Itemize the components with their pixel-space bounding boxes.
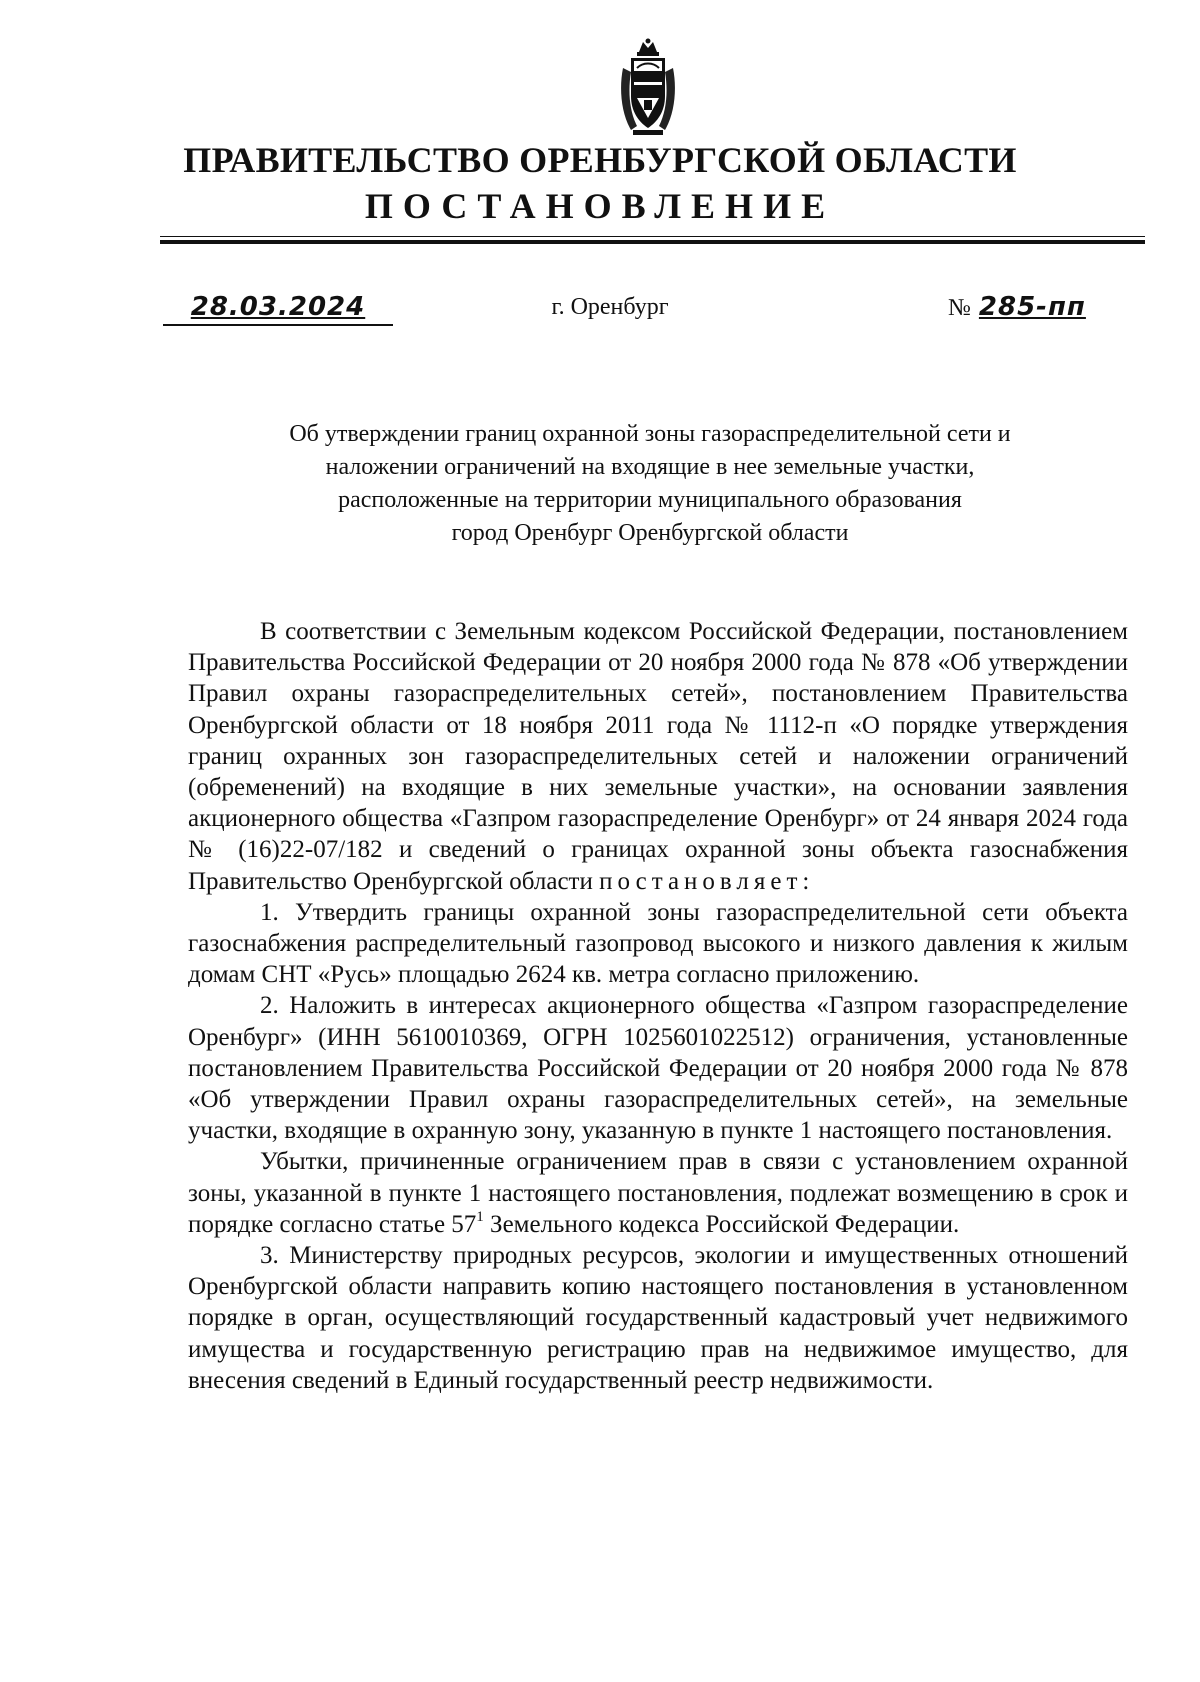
subject-line: наложении ограничений на входящие в нее земельные участки, — [325, 454, 975, 480]
document-body — [188, 616, 1128, 1396]
preamble-paragraph — [188, 616, 1128, 897]
article-superscript: 1 — [476, 1208, 484, 1225]
subject-line: город Оренбург Оренбургской области — [451, 520, 849, 546]
losses-text: Убытки, причиненные ограничением прав в связи с установлением охранной зоны, указанной в пункте 1 настоящего постановления, подлежат возмещению в срок и порядке согласно статье 57 — [188, 1148, 1128, 1238]
document-date: 28.03.2024 — [190, 292, 366, 322]
number-sign: № — [948, 295, 971, 321]
document-type-title: ПОСТАНОВЛЕНИЕ — [364, 186, 836, 226]
document-number-field — [948, 290, 1148, 324]
document-city: г. Оренбург — [551, 294, 669, 320]
issuer-text: Правительство Оренбургской области — [188, 867, 593, 895]
document-subject — [185, 418, 1115, 550]
org-title: ПРАВИТЕЛЬСТВО ОРЕНБУРГСКОЙ ОБЛАСТИ — [183, 140, 1017, 180]
header-divider-thin — [160, 236, 1145, 237]
decree-word: постановляет: — [599, 867, 815, 895]
item-2-paragraph: 2. Наложить в интересах акционерного общества «Газпром газораспределение Оренбург» (ИНН 5610010369, ОГРН 1025601022512) ограничения, установленные постановлением Правительства Российской Федерации от 20 ноября 2000 года № 878 «Об утверждении Правил охраны газораспределительных сетей», на земельные участки, входящие в охранную зону, указанную в пункте 1 настоящего постановления. — [188, 992, 1128, 1145]
preamble-text: В соответствии с Земельным кодексом Российской Федерации, постановлением Правительства Российской Федерации от 20 ноября 2000 года № 878 «Об утверждении Правил охраны газораспределительных сетей», постановлением Правительства Оренбургской области от 18 ноября 2011 года № 1112-п «О порядке утверждения границ охранных зон газораспределительных сетей и наложении ограничений (обременений) на входящие в них земельные участки», на основании заявления акционерного общества «Газпром газораспределение Оренбург» от 24 января 2024 года № (16)22-07/182 и сведений о границах охранной зоны объекта газоснабжения — [188, 618, 1128, 864]
subject-line: расположенные на территории муниципального образования — [338, 487, 962, 513]
item-1-paragraph: 1. Утвердить границы охранной зоны газораспределительной сети объекта газоснабжения распределительный газопровод высокого и низкого давления к жилым домам СНТ «Русь» площадью 2624 кв. метра согласно приложению. — [188, 898, 1128, 989]
subject-line: Об утверждении границ охранной зоны газораспределительной сети и — [289, 421, 1011, 447]
document-date-field — [163, 290, 393, 326]
document-number: 285-пп — [978, 292, 1086, 322]
item-3-paragraph: 3. Министерству природных ресурсов, экологии и имущественных отношений Оренбургской области направить копию настоящего постановления в установленном порядке в орган, осуществляющий государственный кадастровый учет недвижимого имущества и государственную регистрацию прав на недвижимое имущество, для внесения сведений в Единый государственный реестр недвижимости. — [188, 1242, 1128, 1394]
losses-paragraph — [188, 1146, 1128, 1240]
coat-of-arms-icon — [617, 38, 679, 138]
header-divider-thick — [160, 240, 1145, 244]
losses-text-end: Земельного кодекса Российской Федерации. — [483, 1210, 960, 1238]
